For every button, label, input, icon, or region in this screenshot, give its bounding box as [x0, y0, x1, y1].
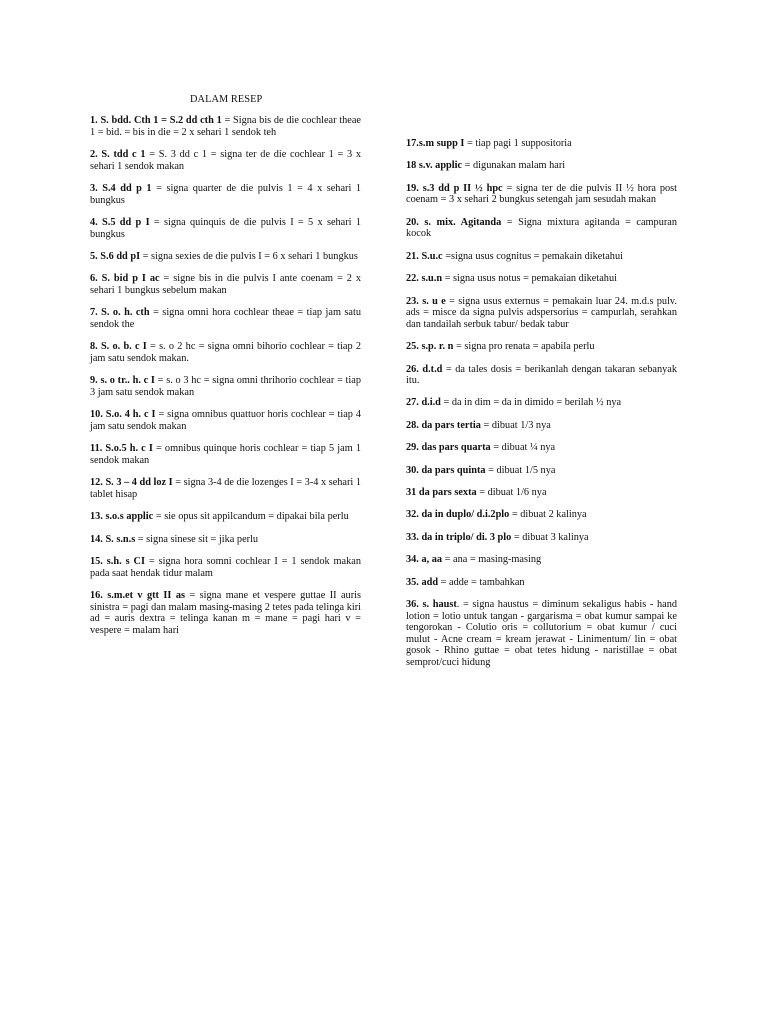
abbreviation-meaning: = signa usus externus = pemakain luar 24. m.d.s pulv. ads = misce da signa pulvis adspersorius = campurlah, serahkan dan tandailah serbuk tabur/ bedak tabur	[406, 295, 677, 330]
abbreviation-meaning: = signa omni hora cochlear theae = tiap jam satu sendok the	[90, 307, 361, 330]
abbreviation-meaning: = signa pro renata = apabila perlu	[453, 341, 595, 353]
abbreviation-term: 2. S. tdd c 1	[90, 148, 146, 160]
abbreviation-meaning: = da tales dosis = berikanlah dengan takaran sebanyak itu.	[406, 363, 678, 387]
abbreviation-term: 22. s.u.n	[406, 273, 443, 285]
abbreviation-entry	[406, 397, 677, 409]
abbreviation-entry	[406, 364, 677, 387]
abbreviation-entry	[90, 251, 361, 263]
abbreviation-term: 27. d.i.d	[406, 397, 441, 409]
abbreviation-term: 9. s. o tr.. h. c I	[90, 375, 155, 387]
abbreviation-term: 26. d.t.d	[406, 363, 443, 375]
document-title: DALAM RESEP	[190, 94, 263, 105]
abbreviation-entry	[406, 138, 677, 150]
abbreviation-entry	[406, 420, 677, 432]
abbreviation-meaning: = sie opus sit appilcandum = dipakai bila perlu	[153, 511, 349, 523]
left-column	[90, 115, 361, 647]
abbreviation-term: 25. s.p. r. n	[406, 341, 454, 353]
abbreviation-meaning: = dibuat 2 kalinya	[509, 509, 587, 521]
abbreviation-meaning: = Signa mixtura agitanda = campuran kocok	[406, 216, 677, 240]
abbreviation-entry	[406, 341, 677, 353]
abbreviation-meaning: = S. 3 dd c 1 = signa ter de die cochlear 1 = 3 x sehari 1 sendok makan	[90, 148, 362, 172]
abbreviation-meaning: . = signa haustus = diminum sekaligus habis - hand lotion = lotio untuk tangan - gargarisma = obat kumur sampai ke tengorokan - Colutio oris = collutorium = obat kumur / cuci mulut - Acne cream = kream jerawat - Linimentum/ lin = obat gosok - Rhino guttae = obat tetes hidung - naristillae = obat semprot/cuci hidung	[406, 599, 677, 668]
abbreviation-term: 12. S. 3 – 4 dd loz I	[90, 477, 173, 489]
abbreviation-entry	[90, 556, 361, 579]
abbreviation-meaning: = tiap pagi 1 suppositoria	[464, 138, 572, 149]
abbreviation-term: 34. a, aa	[406, 554, 443, 566]
abbreviation-term: 14. S. s.n.s	[90, 533, 136, 545]
abbreviation-entry	[406, 442, 677, 454]
abbreviation-meaning: = signa ter de die pulvis II ½ hora post coenam = 3 x sehari 2 bungkus setengah jam sesudah makan	[406, 182, 677, 206]
abbreviation-meaning: = ana = masing-masing	[442, 554, 542, 566]
abbreviation-entry	[406, 251, 677, 263]
abbreviation-term: 15. s.h. s CI	[90, 556, 145, 567]
abbreviation-entry	[90, 590, 361, 636]
abbreviation-entry	[406, 487, 677, 499]
abbreviation-term: 30. da pars quinta	[406, 464, 486, 476]
abbreviation-meaning: = omnibus quinque horis cochlear = tiap 5 jam 1 sendok makan	[90, 443, 362, 466]
abbreviation-meaning: = dibuat ¼ nya	[490, 442, 556, 454]
abbreviation-meaning: = Signa bis de die cochlear theae 1 = bid. = bis in die = 2 x sehari 1 sendok teh	[90, 115, 361, 138]
abbreviation-term: 5. S.6 dd pI	[90, 250, 141, 262]
abbreviation-entry	[406, 465, 677, 477]
abbreviation-entry	[90, 217, 361, 240]
abbreviation-term: 4. S.5 dd p I	[90, 216, 150, 228]
abbreviation-meaning: = dibuat 1/5 nya	[485, 464, 556, 476]
abbreviation-meaning: = signe bis in die pulvis I ante coenam = 2 x sehari 1 bungkus sebelum makan	[90, 273, 361, 296]
abbreviation-term: 10. S.o. 4 h. c I	[90, 409, 156, 421]
abbreviation-term: 8. S. o. b. c I	[90, 341, 147, 353]
abbreviation-entry	[406, 554, 677, 566]
abbreviation-term: 20. s. mix. Agitanda	[406, 216, 502, 228]
abbreviation-meaning: = s. o 3 hc = signa omni thrihorio cochlear = tiap 3 jam satu sendok makan	[90, 375, 361, 398]
abbreviation-entry	[90, 375, 361, 398]
abbreviation-entry	[406, 273, 677, 285]
abbreviation-term: 23. s. u e	[406, 295, 446, 307]
abbreviation-meaning: = signa sinese sit = jika perlu	[135, 533, 259, 545]
abbreviation-term: 35. add	[406, 576, 439, 588]
abbreviation-entry	[406, 160, 677, 172]
abbreviation-meaning: = signa quinquis de die pulvis I = 5 x sehari 1 bungkus	[90, 216, 361, 240]
abbreviation-entry	[90, 534, 361, 546]
abbreviation-term: 32. da in duplo/ d.i.2plo	[406, 509, 510, 521]
abbreviation-meaning: = signa 3-4 de die lozenges I = 3-4 x sehari 1 tablet hisap	[90, 477, 362, 500]
abbreviation-term: 6. S. bid p I ac	[90, 273, 160, 285]
abbreviation-term: 28. da pars tertia	[406, 419, 481, 431]
abbreviation-term: 3. S.4 dd p 1	[90, 182, 152, 194]
abbreviation-entry	[90, 477, 361, 500]
abbreviation-term: 11. S.o.5 h. c I	[90, 443, 153, 455]
abbreviation-entry	[406, 509, 677, 521]
abbreviation-entry	[90, 443, 361, 466]
abbreviation-meaning: = signa usus notus = pemakaian diketahui	[442, 273, 617, 285]
abbreviation-meaning: = signa mane et vespere guttae II auris sinistra = pagi dan malam masing-masing 2 tetes pada telinga kiri ad = auris dextra = telinga kanan m = mane = pagi hari v = vespere = malam hari	[90, 589, 361, 636]
abbreviation-term: 36. s. haust	[406, 599, 457, 610]
abbreviation-entry	[406, 532, 677, 544]
abbreviation-entry	[406, 296, 677, 331]
abbreviation-entry	[90, 115, 361, 138]
abbreviation-meaning: = digunakan malam hari	[462, 160, 566, 172]
abbreviation-entry	[90, 341, 361, 364]
abbreviation-meaning: = dibuat 3 kalinya	[511, 531, 589, 543]
abbreviation-term: 1. S. bdd. Cth 1 = S.2 dd cth 1	[90, 115, 222, 126]
abbreviation-entry	[90, 183, 361, 206]
abbreviation-meaning: = signa sexies de die pulvis I = 6 x sehari 1 bungkus	[140, 250, 358, 262]
abbreviation-entry	[406, 577, 677, 589]
abbreviation-entry	[90, 511, 361, 523]
abbreviation-meaning: = signa hora somni cochlear I = 1 sendok makan pada saat hendak tidur malam	[90, 556, 361, 579]
abbreviation-entry	[90, 149, 361, 172]
abbreviation-meaning: = adde = tambahkan	[438, 576, 525, 588]
abbreviation-meaning: =signa usus cognitus = pemakain diketahui	[442, 250, 623, 262]
abbreviation-term: 19. s.3 dd p II ½ hpc	[406, 182, 503, 194]
abbreviation-term: 17.s.m supp I	[406, 138, 465, 149]
abbreviation-entry	[90, 307, 361, 330]
abbreviation-term: 31 da pars sexta	[406, 487, 477, 499]
abbreviation-meaning: = signa omnibus quattuor horis cochlear = tiap 4 jam satu sendok makan	[90, 409, 361, 432]
abbreviation-meaning: = dibuat 1/6 nya	[476, 487, 547, 499]
abbreviation-term: 29. das pars quarta	[406, 442, 491, 454]
right-column	[406, 138, 677, 679]
abbreviation-meaning: = da in dim = da in dimido = berilah ½ nya	[440, 397, 622, 409]
abbreviation-meaning: = signa quarter de die pulvis 1 = 4 x sehari 1 bungkus	[90, 182, 361, 206]
abbreviation-entry	[406, 217, 677, 240]
abbreviation-term: 16. s.m.et v gtt II as	[90, 589, 185, 601]
abbreviation-entry	[90, 273, 361, 296]
abbreviation-entry	[406, 183, 677, 206]
abbreviation-entry	[406, 599, 677, 669]
abbreviation-term: 13. s.o.s applic	[90, 511, 154, 523]
abbreviation-term: 7. S. o. h. cth	[90, 307, 150, 319]
abbreviation-term: 21. S.u.c	[406, 250, 443, 262]
abbreviation-meaning: = dibuat 1/3 nya	[480, 419, 551, 431]
abbreviation-term: 18 s.v. applic	[406, 160, 463, 172]
abbreviation-entry	[90, 409, 361, 432]
abbreviation-term: 33. da in triplo/ di. 3 plo	[406, 531, 512, 543]
abbreviation-meaning: = s. o 2 hc = signa omni bihorio cochlear = tiap 2 jam satu sendok makan.	[90, 341, 361, 364]
